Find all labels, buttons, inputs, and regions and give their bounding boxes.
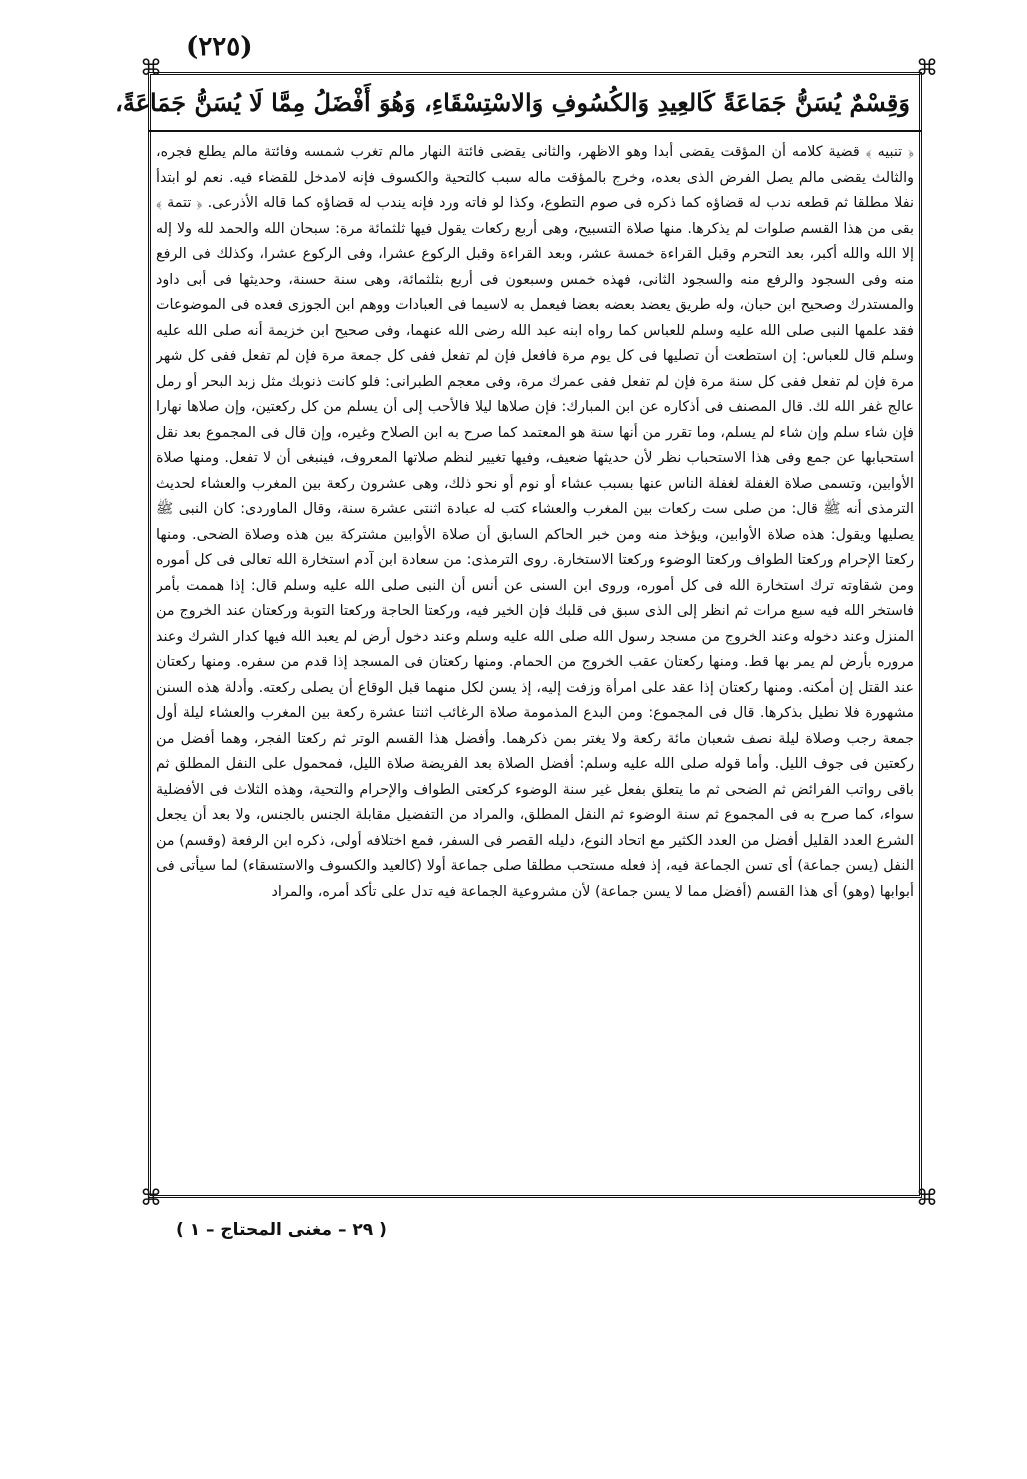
corner-ornament-icon: ⌘ [916, 1186, 938, 1211]
commentary-text: ﴿ تنبيه ﴾ قضية كلامه أن المؤقت يقضى أبدا وهو الاظهر، والثانى يقضى فائتة النهار مالم تغرب شمسه وفائتة مالم يطلع فجره، والثالث يقضى مالم يصل الفرض الذى بعده، وخرج بالمؤقت ماله سبب كالتحية والكسوف فإنه لامدخل للقضاء فيه. نعم لو ابتدأ نفلا مطلقا ثم قطعه ندب له قضاؤه كما ذكره فى صوم التطوع، وكذا لو فاته ورد فإنه يندب له قضاؤه كما قاله الأذرعى. ﴿ تتمة ﴾ بقى من هذا القسم صلوات لم يذكرها. منها صلاة التسبيح، وهى أربع ركعات يقول فيها ثلثمائة مرة: سبحان الله والحمد لله ولا إله إلا الله والله أكبر، بعد التحرم وقبل القراءة خمسة عشر، وبعد القراءة وقبل الركوع عشرا، وفى الركوع عشرا، وكذلك فى الرفع منه وفى السجود والرفع منه والسجود الثانى، فهذه خمس وسبعون فى أربع بثلثمائة، وهى سنة حسنة، وحديثها فى أبى داود والمستدرك وصحيح ابن حبان، وله طريق يعضد بعضه بعضا فيعمل به لاسيما فى العبادات ووهم ابن الجوزى فعده فى الموضوعات فقد علمها النبى صلى الله عليه وسلم للعباس كما رواه ابنه عبد الله رضى الله عنهما، وفى صحيح ابن خزيمة أنه صلى الله عليه وسلم قال للعباس: إن استطعت أن تصليها فى كل يوم مرة فافعل فإن لم تفعل ففى كل جمعة مرة فإن لم تفعل ففى كل شهر مرة فإن لم تفعل ففى كل سنة مرة فإن لم تفعل ففى عمرك مرة، وفى معجم الطبرانى: فلو كانت ذنوبك مثل زبد البحر أو رمل عالج غفر الله لك. قال المصنف فى أذكاره عن ابن المبارك: فإن صلاها ليلا فالأحب إلى أن يسلم من كل ركعتين، وإن صلاها نهارا فإن شاء سلم وإن شاء لم يسلم، وما تقرر من أنها سنة هو المعتمد كما صرح به ابن الصلاح وغيره، وإن قال فى المجموع بعد نقل استحبابها عن جمع وفى هذا الاستحباب نظر لأن حديثها ضعيف، وفيها تغيير لنظم صلاتها المعروف، فينبغى أن لا تفعل. ومنها صلاة الأوابين، وتسمى صلاة الغفلة لغفلة الناس عنها بسبب عشاء أو نوم أو نحو ذلك، وهى عشرون ركعة بين المغرب والعشاء لحديث الترمذى أنه ﷺ قال: من صلى ست ركعات بين المغرب والعشاء كتب له عبادة اثنتى عشرة سنة، وقال الماوردى: كان النبى ﷺ يصليها ويقول: هذه صلاة الأوابين، ويؤخذ منه ومن خبر الحاكم السابق أن صلاة الأوابين مشتركة بين هذه وصلاة الضحى. ومنها ركعتا الإحرام وركعتا الطواف وركعتا الوضوء وركعتا الاستخارة. روى الترمذى: من سعادة ابن آدم استخارة الله تعالى فى كل أموره ومن شقاوته ترك استخارة الله فى كل أموره، وروى ابن السنى عن أنس أن النبى صلى الله عليه وسلم قال: إذا هممت بأمر فاستخر الله فيه سبع مرات ثم انظر إلى الذى سبق فى قلبك فإن الخير فيه، وركعتا الحاجة وركعتا التوبة وركعتان عند الخروج من المنزل وعند دخوله وعند الخروج من مسجد رسول الله صلى الله عليه وسلم وعند دخول أرض لم يعبد الله فيها كدار الشرك وعند مروره بأرض لم يمر بها قط. ومنها ركعتان عقب الخروج من الحمام. ومنها ركعتان فى المسجد إذا قدم من سفره. ومنها ركعتان عند القتل إن أمكنه. ومنها ركعتان إذا عقد على امرأة وزفت إليه، إذ يسن لكل منهما قبل الوقاع أن يصلى ركعته. وأدلة هذه السنن مشهورة فلا نطيل بذكرها. قال فى المجموع: ومن البدع المذمومة صلاة الرغائب اثنتا عشرة ركعة بين المغرب والعشاء ليلة أول جمعة رجب وصلاة ليلة نصف شعبان مائة ركعة ولا يغتر بمن ذكرهما. وأفضل هذا القسم الوتر ثم ركعتا الفجر، وهما أفضل من ركعتين فى جوف الليل. وأما قوله صلى الله عليه وسلم: أفضل الصلاة بعد الفريضة صلاة الليل، فمحمول على النفل المطلق ثم باقى رواتب الفرائض ثم الضحى ثم ما يتعلق بفعل غير سنة الوضوء كركعتى الطواف والإحرام والتحية، وهذه الثلاث فى الأفضلية سواء، كما صرح به فى المجموع ثم سنة الوضوء ثم النفل المطلق، والمراد من التفضيل مقابلة الجنس بالجنس، ولا بعد أن يجعل الشرع العدد القليل أفضل من العدد الكثير مع اتحاد النوع، دليله القصر فى السفر، فمع اختلافه أولى، ذكره ابن الرفعة (وقسم) من النفل (يسن جماعة) أى تسن الجماعة فيه، إذ فعله مستحب مطلقا صلى جماعة أولا (كالعيد والكسوف والاستسقاء) لما سيأتى فى أبوابها (وهو) أى هذا القسم (أفضل مما لا يسن جماعة) لأن مشروعية الجماعة فيه تدل على تأكد أمره، والمراد [156, 144, 914, 900]
corner-ornament-icon: ⌘ [916, 56, 938, 81]
main-text: وَقِسْمٌ يُسَنُّ جَمَاعَةً كَالعِيدِ وَالكُسُوفِ وَالاسْتِسْقَاءِ، وَهُوَ أَفْضَلُ مِمَّا لَا يُسَنُّ جَمَاعَةً، [115, 88, 910, 117]
footer-signature: ( ٢٩ – مغنى المحتاج – ١ ) [176, 1220, 387, 1240]
page-number: (٢٢٥) [186, 32, 253, 62]
corner-ornament-icon: ⌘ [140, 1186, 162, 1211]
main-text-divider [148, 130, 922, 132]
corner-ornament-icon: ⌘ [140, 56, 162, 81]
